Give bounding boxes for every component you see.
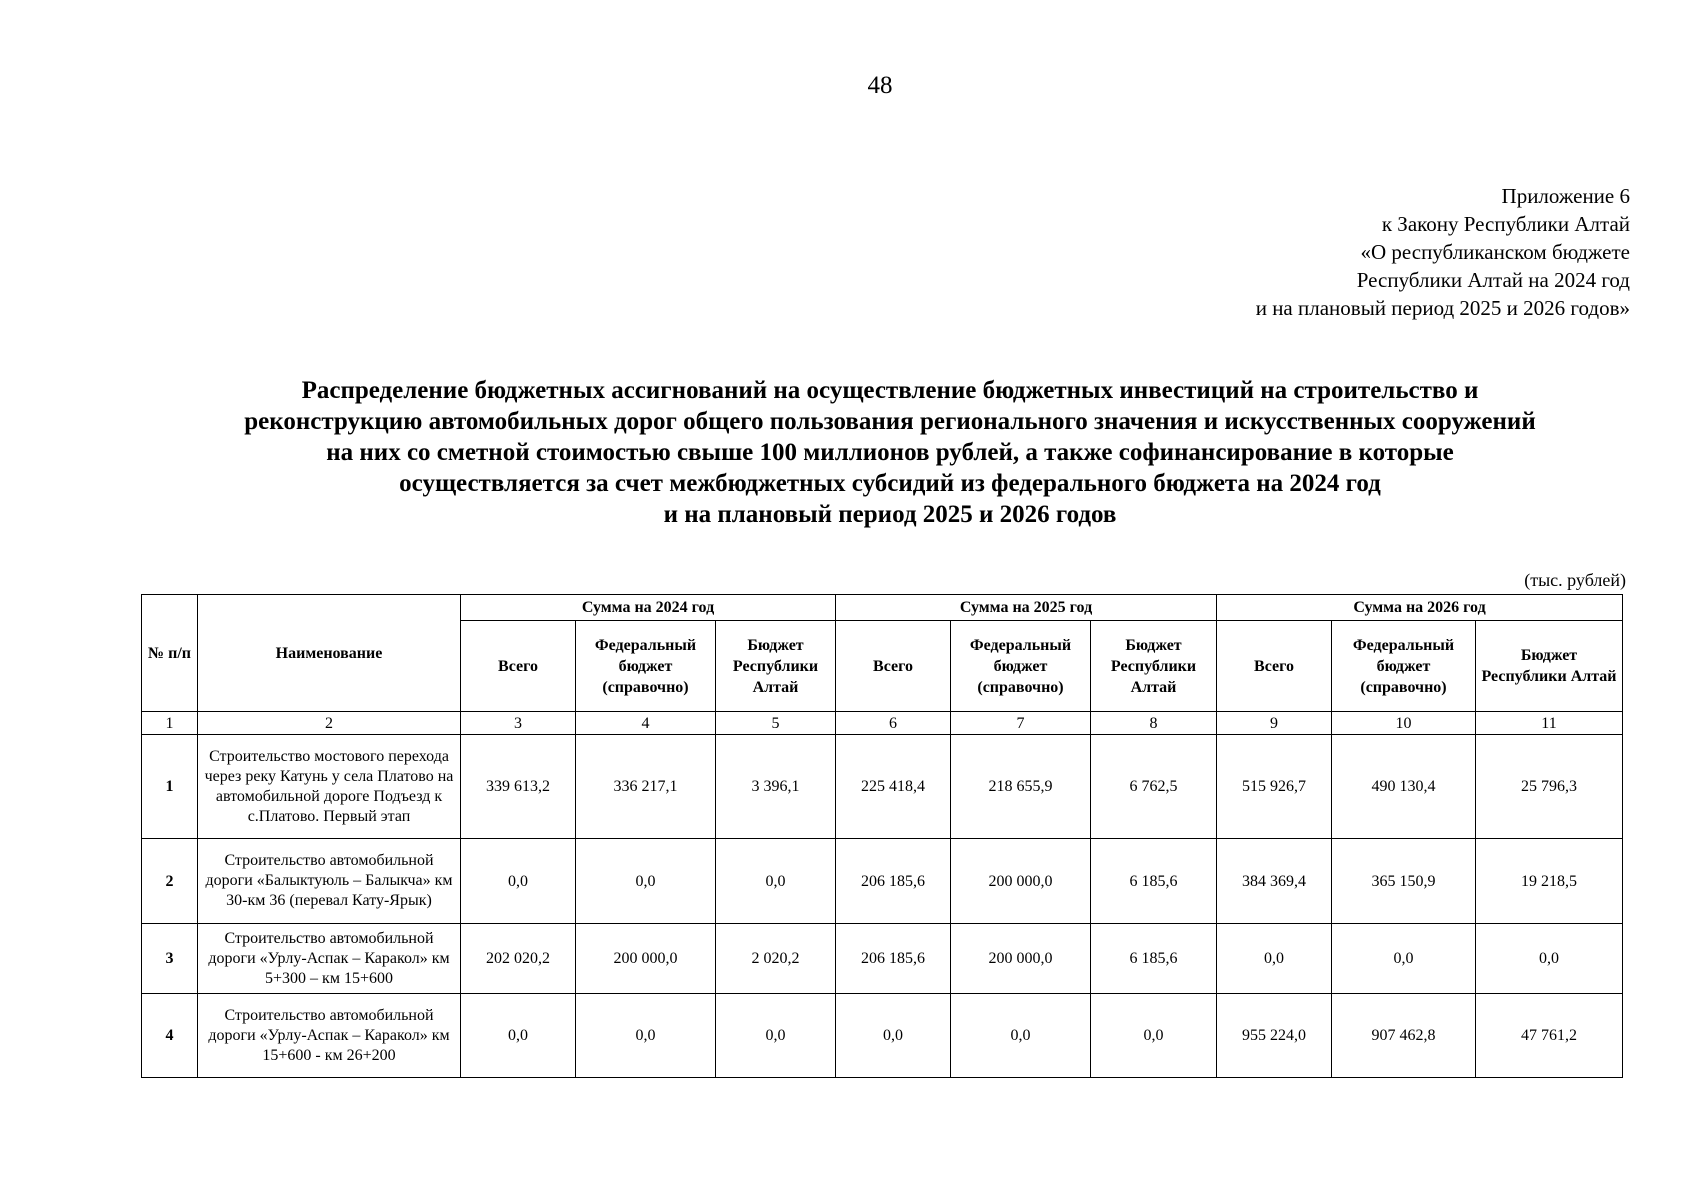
column-index: 8 — [1091, 712, 1217, 735]
column-index: 6 — [836, 712, 951, 735]
value-cell: 336 217,1 — [576, 735, 716, 839]
column-index: 4 — [576, 712, 716, 735]
value-cell: 0,0 — [1091, 994, 1217, 1078]
header-federal: Федеральный бюджет (справочно) — [951, 621, 1091, 712]
value-cell: 225 418,4 — [836, 735, 951, 839]
header-name: Наименование — [198, 595, 461, 712]
value-cell: 2 020,2 — [716, 924, 836, 994]
header-row-years — [142, 595, 1623, 621]
title-line: осуществляется за счет межбюджетных субсидий из федерального бюджета на 2024 год — [399, 470, 1381, 497]
value-cell: 515 926,7 — [1217, 735, 1332, 839]
header-total: Всего — [836, 621, 951, 712]
value-cell: 384 369,4 — [1217, 839, 1332, 924]
column-index: 2 — [198, 712, 461, 735]
appendix-line: Приложение 6 — [1501, 184, 1630, 208]
title-line: и на плановый период 2025 и 2026 годов — [663, 501, 1117, 528]
value-cell: 0,0 — [716, 994, 836, 1078]
title-line: на них со сметной стоимостью свыше 100 миллионов рублей, а также софинансирование в которые — [326, 439, 1454, 466]
appendix-line: «О республиканском бюджете — [1360, 240, 1630, 264]
table-row — [142, 735, 1623, 839]
value-cell: 955 224,0 — [1217, 994, 1332, 1078]
value-cell: 0,0 — [461, 994, 576, 1078]
header-number: № п/п — [142, 595, 198, 712]
object-name: Строительство автомобильной дороги «Балыктуюль – Балыкча» км 30-км 36 (перевал Кату-Ярык) — [198, 839, 461, 924]
value-cell: 490 130,4 — [1332, 735, 1476, 839]
header-year-2024: Сумма на 2024 год — [461, 595, 836, 621]
value-cell: 218 655,9 — [951, 735, 1091, 839]
object-name: Строительство автомобильной дороги «Урлу-Аспак – Каракол» км 15+600 - км 26+200 — [198, 994, 461, 1078]
value-cell: 47 761,2 — [1476, 994, 1623, 1078]
value-cell: 6 185,6 — [1091, 924, 1217, 994]
value-cell: 0,0 — [461, 839, 576, 924]
column-index: 11 — [1476, 712, 1623, 735]
value-cell: 200 000,0 — [576, 924, 716, 994]
object-name: Строительство мостового перехода через реку Катунь у села Платово на автомобильной дороге Подъезд к с.Платово. Первый этап — [198, 735, 461, 839]
value-cell: 0,0 — [716, 839, 836, 924]
header-federal: Федеральный бюджет (справочно) — [1332, 621, 1476, 712]
page-number: 48 — [867, 72, 893, 99]
document-title — [120, 375, 1660, 530]
header-regional: Бюджет Республики Алтай — [1091, 621, 1217, 712]
value-cell: 25 796,3 — [1476, 735, 1623, 839]
column-index: 3 — [461, 712, 576, 735]
appendix-note — [1256, 182, 1630, 322]
value-cell: 200 000,0 — [951, 839, 1091, 924]
header-regional: Бюджет Республики Алтай — [1476, 621, 1623, 712]
title-line: Распределение бюджетных ассигнований на осуществление бюджетных инвестиций на строительство и — [301, 377, 1479, 404]
value-cell: 0,0 — [576, 839, 716, 924]
row-number: 2 — [142, 839, 198, 924]
appendix-line: Республики Алтай на 2024 год — [1356, 268, 1630, 292]
value-cell: 339 613,2 — [461, 735, 576, 839]
value-cell: 206 185,6 — [836, 839, 951, 924]
title-line: реконструкцию автомобильных дорог общего пользования регионального значения и искусственных сооружений — [244, 408, 1536, 435]
value-cell: 6 185,6 — [1091, 839, 1217, 924]
value-cell: 0,0 — [951, 994, 1091, 1078]
table-row — [142, 924, 1623, 994]
value-cell: 0,0 — [576, 994, 716, 1078]
column-index: 10 — [1332, 712, 1476, 735]
value-cell: 202 020,2 — [461, 924, 576, 994]
column-index: 7 — [951, 712, 1091, 735]
value-cell: 6 762,5 — [1091, 735, 1217, 839]
header-federal: Федеральный бюджет (справочно) — [576, 621, 716, 712]
column-index: 5 — [716, 712, 836, 735]
value-cell: 365 150,9 — [1332, 839, 1476, 924]
header-total: Всего — [1217, 621, 1332, 712]
appendix-line: к Закону Республики Алтай — [1381, 212, 1630, 236]
row-number: 1 — [142, 735, 198, 839]
column-index: 9 — [1217, 712, 1332, 735]
header-year-2025: Сумма на 2025 год — [836, 595, 1217, 621]
value-cell: 907 462,8 — [1332, 994, 1476, 1078]
row-number: 4 — [142, 994, 198, 1078]
units-label: (тыс. рублей) — [1524, 570, 1626, 590]
row-number: 3 — [142, 924, 198, 994]
table-row — [142, 994, 1623, 1078]
table-row — [142, 839, 1623, 924]
value-cell: 0,0 — [1217, 924, 1332, 994]
header-year-2026: Сумма на 2026 год — [1217, 595, 1623, 621]
appendix-line: и на плановый период 2025 и 2026 годов» — [1255, 296, 1630, 320]
column-index-row — [142, 712, 1623, 735]
header-regional: Бюджет Республики Алтай — [716, 621, 836, 712]
value-cell: 3 396,1 — [716, 735, 836, 839]
value-cell: 0,0 — [1332, 924, 1476, 994]
value-cell: 206 185,6 — [836, 924, 951, 994]
value-cell: 200 000,0 — [951, 924, 1091, 994]
value-cell: 19 218,5 — [1476, 839, 1623, 924]
value-cell: 0,0 — [1476, 924, 1623, 994]
header-total: Всего — [461, 621, 576, 712]
budget-table — [141, 594, 1623, 1078]
object-name: Строительство автомобильной дороги «Урлу-Аспак – Каракол» км 5+300 – км 15+600 — [198, 924, 461, 994]
value-cell: 0,0 — [836, 994, 951, 1078]
column-index: 1 — [142, 712, 198, 735]
